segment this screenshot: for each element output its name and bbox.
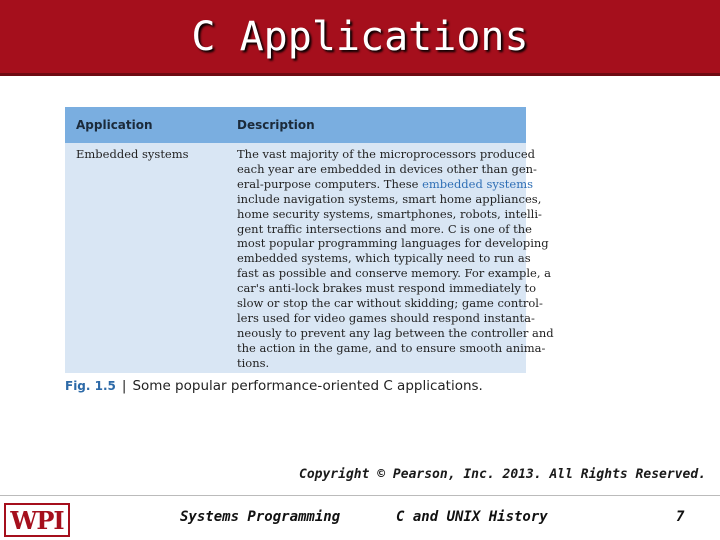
caption-text: Some popular performance-oriented C applications. — [132, 378, 483, 394]
description-line: fast as possible and conserve memory. For example, a — [237, 266, 551, 281]
description-line: most popular programming languages for developing — [237, 236, 549, 251]
figure-number: Fig. 1.5 — [65, 379, 116, 393]
description-line: neously to prevent any lag between the controller and — [237, 325, 554, 340]
description-line: embedded systems, which typically need to run as — [237, 251, 531, 266]
applications-table — [65, 107, 554, 373]
description-line — [237, 176, 534, 192]
figure-caption — [65, 378, 483, 394]
description-line: car's anti-lock brakes must respond immediately to — [237, 281, 537, 296]
description-line-text: eral-purpose computers. These — [237, 176, 423, 191]
header-application: Application — [76, 118, 153, 132]
copyright-notice: Copyright © Pearson, Inc. 2013. All Rights Reserved. — [299, 467, 706, 482]
description-line: home security systems, smartphones, robots, intelli- — [237, 206, 542, 221]
footer-topic: C and UNIX History — [396, 509, 548, 525]
footer-course: Systems Programming — [180, 509, 341, 525]
cell-description — [237, 147, 554, 371]
header-description: Description — [237, 118, 315, 132]
description-line: slow or stop the car without skidding; game control- — [237, 296, 543, 311]
description-line: the action in the game, and to ensure smooth anima- — [237, 340, 546, 355]
highlighted-term: embedded systems — [422, 176, 534, 191]
page-number: 7 — [676, 509, 685, 525]
description-line: each year are embedded in devices other than gen- — [237, 161, 537, 176]
caption-separator: | — [121, 378, 127, 394]
logo-text: WPI — [10, 506, 64, 535]
table-header-row — [65, 107, 526, 143]
description-line: gent traffic intersections and more. C is one of the — [237, 221, 532, 236]
description-line: include navigation systems, smart home appliances, — [237, 191, 542, 206]
description-line: The vast majority of the microprocessors produced — [237, 147, 536, 161]
slide-title: C Applications — [191, 14, 529, 60]
title-bar — [0, 0, 720, 76]
wpi-logo — [4, 503, 70, 537]
description-line: tions. — [237, 355, 270, 370]
cell-application: Embedded systems — [76, 147, 189, 161]
description-line: lers used for video games should respond instanta- — [237, 310, 535, 325]
footer-divider — [0, 495, 720, 496]
